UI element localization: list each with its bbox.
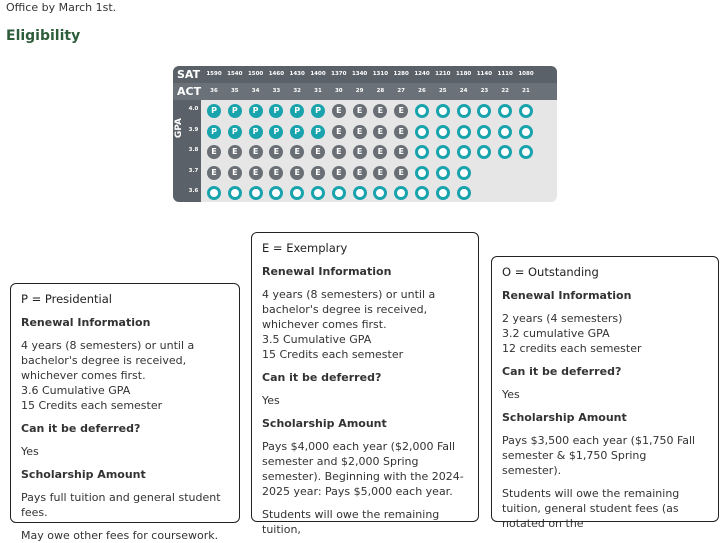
sat-score: 1370 [331, 71, 347, 77]
act-score: 23 [480, 88, 489, 94]
eligibility-cell-O [415, 145, 429, 159]
eligibility-cell-E: E [269, 145, 283, 159]
eligibility-cell-E: E [373, 166, 387, 180]
gpa-value: 3.6 [188, 188, 199, 194]
eligibility-cell-E: E [373, 125, 387, 139]
outstanding-renewal-line: 12 credits each semester [502, 342, 642, 355]
eligibility-cell-E: E [353, 104, 367, 118]
eligibility-cell-O [436, 166, 450, 180]
presidential-amount-heading: Scholarship Amount [21, 468, 146, 481]
eligibility-cell-P: P [228, 125, 242, 139]
eligibility-cell-O [249, 186, 263, 200]
presidential-amount-text2: May owe other fees for coursework. [21, 529, 219, 542]
sat-score: 1590 [206, 71, 222, 77]
act-score: 33 [272, 88, 281, 94]
exemplary-defer-heading: Can it be deferred? [262, 371, 382, 384]
sat-score: 1080 [518, 71, 534, 77]
eligibility-cell-O [457, 125, 471, 139]
eligibility-cell-E: E [332, 125, 346, 139]
sat-score: 1430 [289, 71, 305, 77]
act-score: 28 [376, 88, 385, 94]
act-score: 36 [210, 88, 218, 94]
eligibility-cell-O [228, 186, 242, 200]
act-score: 34 [251, 88, 260, 94]
exemplary-amount-text2: Students will owe the remaining tuition, [262, 508, 440, 536]
eligibility-cell-E: E [228, 145, 242, 159]
eligibility-cell-E: E [332, 166, 346, 180]
presidential-defer-answer: Yes [21, 445, 39, 458]
sat-score: 1140 [476, 71, 493, 77]
sat-score: 1240 [414, 71, 430, 77]
act-score: 29 [355, 88, 364, 94]
eligibility-cell-E: E [373, 104, 387, 118]
sat-score: 1310 [372, 71, 389, 77]
eligibility-cell-O [519, 104, 533, 118]
eligibility-cell-P: P [228, 104, 242, 118]
eligibility-cell-P: P [269, 125, 283, 139]
exemplary-renewal-line: 3.5 Cumulative GPA [262, 333, 372, 346]
act-score: 27 [397, 88, 406, 94]
eligibility-cell-O [436, 125, 450, 139]
sat-score: 1540 [227, 71, 243, 77]
act-score: 21 [522, 88, 530, 94]
eligibility-cell-E: E [311, 166, 325, 180]
presidential-renewal-line: 15 Credits each semester [21, 399, 163, 412]
exemplary-renewal-line: 4 years (8 semesters) or until a bachelor's degree is received, whichever comes first. [262, 288, 436, 331]
eligibility-cell-O [415, 104, 429, 118]
eligibility-cell-E: E [373, 145, 387, 159]
eligibility-cell-O [436, 145, 450, 159]
act-score: 32 [293, 88, 302, 94]
presidential-amount-text: Pays full tuition and general student fees. [21, 491, 221, 519]
eligibility-cell-E: E [207, 145, 221, 159]
outstanding-renewal-line: 3.2 cumulative GPA [502, 327, 610, 340]
outstanding-amount-text: Pays $3,500 each year ($1,750 Fall semester & $1,750 Spring semester). [502, 434, 696, 477]
act-score: 24 [459, 88, 468, 94]
exemplary-defer-answer: Yes [262, 394, 280, 407]
sat-score: 1280 [393, 71, 409, 77]
outstanding-card [491, 256, 719, 530]
eligibility-cell-E: E [394, 125, 408, 139]
outstanding-amount-heading: Scholarship Amount [502, 411, 627, 424]
exemplary-card [251, 232, 479, 536]
exemplary-renewal-line: 15 Credits each semester [262, 348, 404, 361]
gpa-value: 3.7 [188, 167, 199, 174]
presidential-renewal-heading: Renewal Information [21, 316, 151, 329]
outstanding-amount-text2: Students will owe the remaining tuition, general student fees (as notated on the [502, 487, 680, 530]
eligibility-cell-E: E [332, 145, 346, 159]
eligibility-cell-O [415, 186, 429, 200]
eligibility-cell-O [519, 145, 533, 159]
eligibility-cell-O [477, 125, 491, 139]
presidential-renewal-line: 4 years (8 semesters) or until a bachelor's degree is received, whichever comes first. [21, 339, 195, 382]
eligibility-cell-P: P [311, 125, 325, 139]
exemplary-amount-text: Pays $4,000 each year ($2,000 Fall semester and $2,000 Spring semester). Beginning with the 2024-2025 year: Pays $5,000 each year. [262, 440, 464, 498]
act-score: 35 [230, 88, 239, 94]
eligibility-cell-P: P [290, 104, 304, 118]
exemplary-renewal [262, 287, 468, 362]
presidential-renewal-line: 3.6 Cumulative GPA [21, 384, 131, 397]
gpa-value: 3.9 [188, 126, 199, 133]
eligibility-cell-E: E [394, 166, 408, 180]
eligibility-cell-E: E [249, 145, 263, 159]
sat-score: 1460 [268, 71, 285, 77]
eligibility-cell-O [436, 104, 450, 118]
outstanding-renewal-heading: Renewal Information [502, 289, 632, 302]
presidential-defer-heading: Can it be deferred? [21, 422, 141, 435]
gpa-value: 3.8 [188, 147, 199, 153]
eligibility-cell-O [207, 186, 221, 200]
exemplary-title: E = Exemplary [262, 241, 348, 255]
presidential-renewal [21, 338, 229, 413]
eligibility-cell-O [415, 166, 429, 180]
sat-score: 1400 [310, 71, 326, 77]
outstanding-defer-heading: Can it be deferred? [502, 365, 622, 378]
eligibility-cell-P: P [207, 125, 221, 139]
outstanding-defer-answer: Yes [502, 388, 520, 401]
exemplary-amount-heading: Scholarship Amount [262, 417, 387, 430]
eligibility-cell-E: E [290, 145, 304, 159]
act-score: 25 [438, 88, 447, 94]
presidential-card [10, 283, 240, 542]
eligibility-cell-E: E [228, 166, 242, 180]
eligibility-cell-E: E [269, 166, 283, 180]
sat-score: 1180 [455, 71, 472, 77]
outstanding-renewal [502, 311, 708, 356]
eligibility-cell-E: E [353, 166, 367, 180]
sat-score: 1210 [435, 71, 451, 77]
eligibility-cell-O [457, 104, 471, 118]
eligibility-cell-P: P [207, 104, 221, 118]
eligibility-cell-P: P [249, 104, 263, 118]
eligibility-cell-P: P [290, 125, 304, 139]
eligibility-cell-E: E [290, 166, 304, 180]
exemplary-renewal-heading: Renewal Information [262, 265, 392, 278]
eligibility-grid [173, 66, 557, 202]
eligibility-cell-E: E [332, 104, 346, 118]
gpa-label: GPA [174, 118, 184, 139]
eligibility-cell-E: E [207, 166, 221, 180]
sat-label: SAT [177, 68, 201, 81]
eligibility-cell-E: E [353, 125, 367, 139]
eligibility-cell-P: P [311, 104, 325, 118]
eligibility-cell-E: E [249, 166, 263, 180]
sat-score: 1500 [247, 71, 264, 77]
eligibility-cell-O [353, 186, 367, 200]
act-score: 26 [418, 88, 426, 94]
eligibility-cell-O [457, 166, 471, 180]
eligibility-cell-O [311, 186, 325, 200]
outstanding-renewal-line: 2 years (4 semesters) [502, 312, 623, 325]
eligibility-cell-O [436, 186, 450, 200]
gpa-value: 4.0 [188, 106, 199, 112]
presidential-title: P = Presidential [21, 292, 112, 306]
eligibility-cell-E: E [311, 145, 325, 159]
eligibility-cell-O [415, 125, 429, 139]
eligibility-cell-O [332, 186, 346, 200]
eligibility-cell-P: P [269, 104, 283, 118]
act-score: 30 [334, 88, 343, 94]
eligibility-cell-E: E [353, 145, 367, 159]
eligibility-heading: Eligibility [6, 28, 81, 44]
outstanding-title: O = Outstanding [502, 265, 599, 279]
eligibility-cell-P: P [249, 125, 263, 139]
eligibility-cell-O [457, 186, 471, 200]
sat-score: 1110 [497, 71, 513, 77]
eligibility-cell-E: E [394, 145, 408, 159]
sat-score: 1340 [351, 71, 368, 77]
eligibility-cell-O [498, 125, 512, 139]
intro-text: Office by March 1st. [6, 1, 117, 14]
act-score: 31 [314, 88, 322, 94]
act-score: 22 [501, 88, 510, 94]
act-label: ACT [177, 85, 202, 98]
eligibility-cell-O [457, 145, 471, 159]
eligibility-cell-E: E [394, 104, 408, 118]
eligibility-cell-O [519, 125, 533, 139]
